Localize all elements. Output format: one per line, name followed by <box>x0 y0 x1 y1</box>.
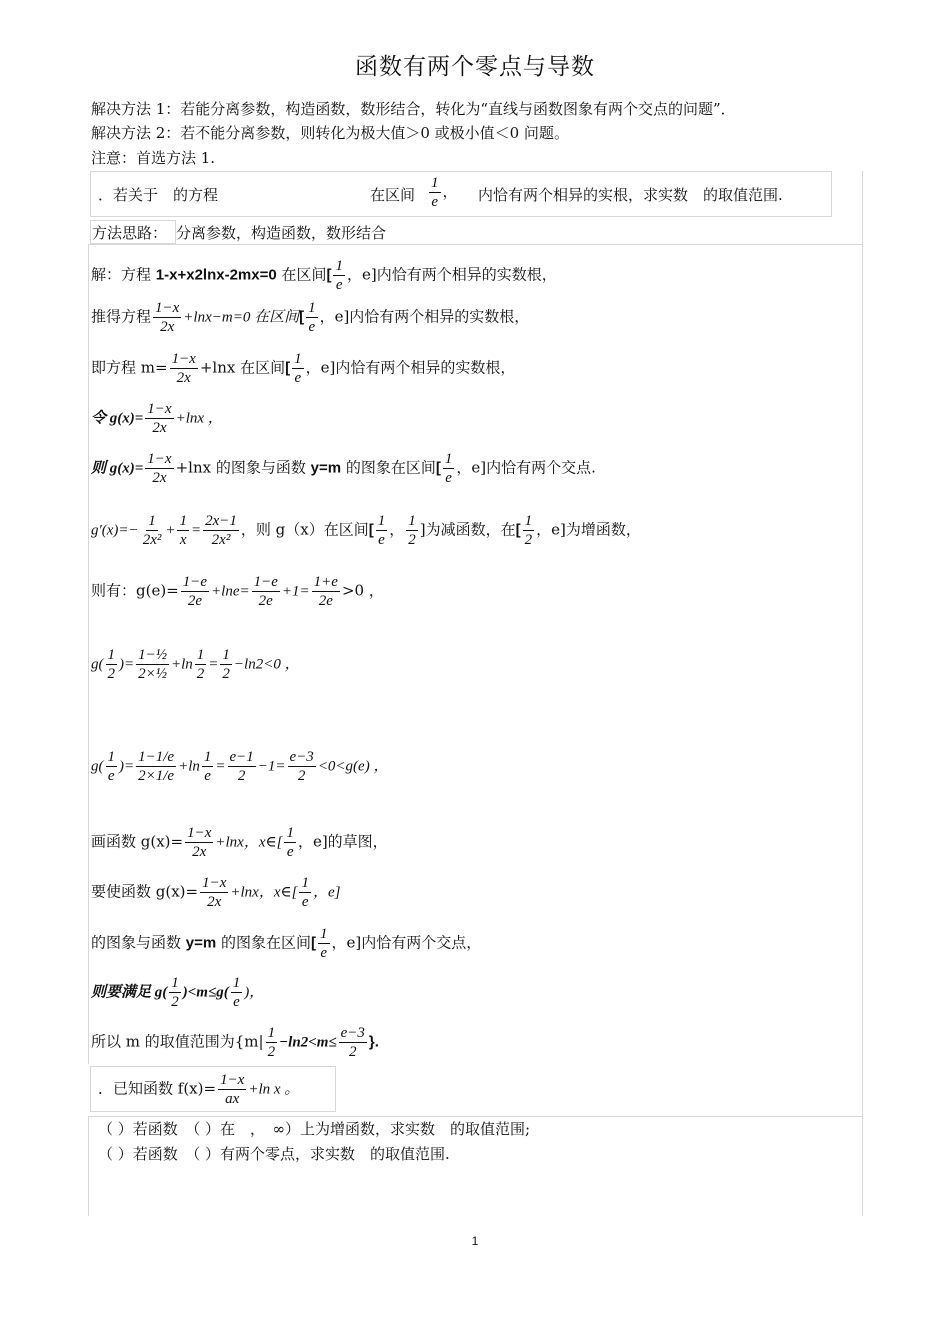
problem-2-left-rule <box>88 1116 89 1216</box>
problem-2-statement: ．已知函数 f(x)= $\frac{1-x}{ax}$ +ln x 。 <box>98 1072 300 1107</box>
solution-line-13: 则要满足 g( $\frac{1}{2}$ )<m≤g( $\frac{1}{e}$ )， <box>91 975 265 1010</box>
solution-line-8: g( $\frac{1}{2}$ )= $\frac{\text{1−½}}{\text{2×½}}$ +ln $\frac{1}{2}$ = $\frac{1}{2}$ −ln2<0 ， <box>91 647 300 682</box>
solution-line-7: 则有：g(e)= $\frac{1-e}{2e}$ +lne= $\frac{1-e}{2e}$ +1= $\frac{1+e}{2e}$ >0 ， <box>91 574 384 609</box>
problem-1-interval-prefix: 在区间 <box>370 186 416 204</box>
page-number: 1 <box>471 1234 479 1248</box>
solution-line-3: 即方程 m= $\frac{1-x}{2x}$ +lnx 在区间[ $\frac{1}{e}$ ，e]内恰有两个相异的实数根， <box>91 351 516 386</box>
page-right-rule <box>862 171 863 1216</box>
problem-2-question-2: （ ）若函数 （ ）有两个零点，求实数 的取值范围. <box>98 1145 450 1163</box>
idea-content: 分离参数，构造函数，数形结合 <box>176 224 387 242</box>
solution-line-9: g( $\frac{1}{e}$ )= $\frac{1-1/e}{2\times 1/e}$ +ln $\frac{1}{e}$ = $\frac{e-1}{2}$ −1= $\frac{e-3}{2}$ <0<g(e) ， <box>91 749 389 784</box>
page-title: 函数有两个零点与导数 <box>355 54 595 80</box>
solution-line-14: 所以 m 的取值范围为{m| $\frac{1}{2}$ −ln2<m≤ $\frac{e-3}{2}$ }. <box>91 1025 379 1060</box>
problem-1-tail: 内恰有两个相异的实根，求实数 的取值范围. <box>478 186 783 204</box>
solution-line-11: 要使函数 g(x)= $\frac{1-x}{2x}$ +lnx，x∈[ $\frac{1}{e}$ ，e] <box>91 875 341 910</box>
problem-1-lead: ．若关于 的方程 <box>98 186 219 204</box>
solution-line-12: 的图象与函数 y=m 的图象在区间[ $\frac{1}{e}$ ，e]内恰有两个交点， <box>91 926 482 961</box>
idea-label: 方法思路： <box>92 224 168 242</box>
solution-line-4: 令 g(x)= $\frac{1-x}{2x}$ +lnx ， <box>91 401 223 436</box>
solution-line-1: 解：方程 1-x+x2lnx-2mx=0 在区间[ $\frac{1}{e}$ ，e]内恰有两个相异的实数根， <box>91 258 557 293</box>
method-1-text: 解决方法 1：若能分离参数，构造函数，数形结合，转化为“直线与函数图象有两个交点的问题”． <box>91 100 736 118</box>
method-2-text: 解决方法 2：若不能分离参数，则转化为极大值＞0 或极小值＜0 问题。 <box>91 124 569 142</box>
solution-line-2: 推得方程 $\frac{1-x}{2x}$ +lnx−m=0 在区间[ $\frac{1}{e}$ ，e]内恰有两个相异的实数根， <box>91 300 530 335</box>
note-text: 注意：首选方法 1. <box>91 149 216 167</box>
solution-left-rule <box>88 244 89 1064</box>
problem-2-question-1: （ ）若函数 （ ）在 ， ∞）上为增函数，求实数 的取值范围; <box>98 1120 531 1138</box>
solution-line-10: 画函数 g(x)= $\frac{1-x}{2x}$ +lnx，x∈[ $\frac{1}{e}$ ，e]的草图， <box>91 825 388 860</box>
solution-top-rule <box>88 244 863 245</box>
problem-2-rule <box>88 1116 863 1117</box>
solution-line-6: g′(x)=− $\frac{1}{\text{2x²}}$ + $\frac{1}{x}$ = $\frac{2x-1}{\text{2x²}}$ ，则 g（x）在区间[ $\frac{1}{e}$ ， $\frac{1}{2}$ ]为减函数，在[ $\frac{1}{2}$ ，e]为增函数， <box>91 513 641 548</box>
solution-line-5: 则 g(x)= $\frac{1-x}{2x}$ +lnx 的图象与函数 y=m 的图象在区间[ $\frac{1}{e}$ ，e]内恰有两个交点. <box>91 451 596 486</box>
problem-1-fraction: $\frac{1}{e}$ ， <box>431 175 458 210</box>
